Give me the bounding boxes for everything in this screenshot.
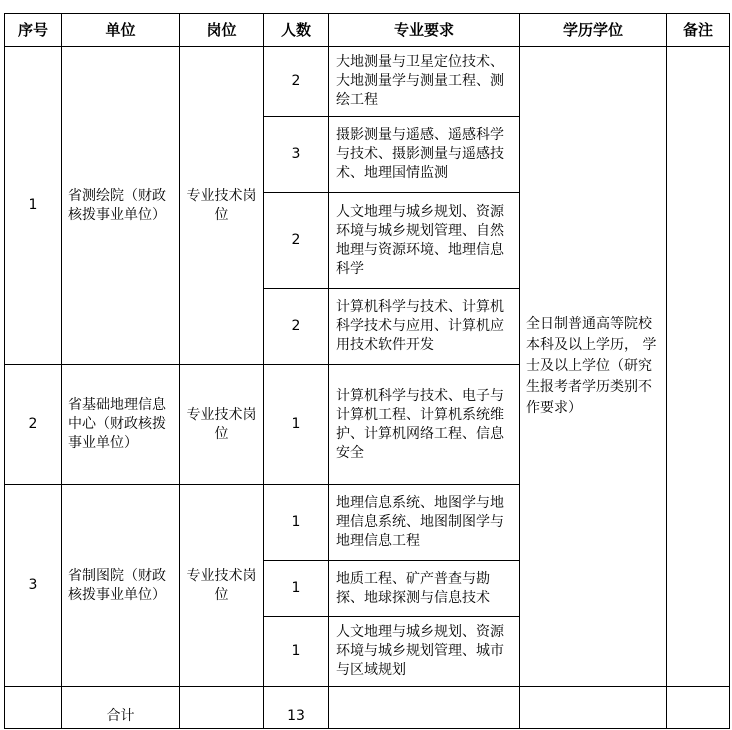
count-cell: 1 [264, 617, 329, 687]
unit-cell: 省制图院（财政核拨事业单位） [62, 485, 180, 687]
count-cell: 1 [264, 485, 329, 561]
requirement-cell: 计算机科学与技术、计算机科学技术与应用、计算机应用技术软件开发 [329, 289, 520, 365]
position-cell: 专业技术岗位 [180, 485, 264, 687]
header-requirement: 专业要求 [329, 14, 520, 47]
header-remarks: 备注 [667, 14, 730, 47]
header-position: 岗位 [180, 14, 264, 47]
education-cell: 全日制普通高等院校本科及以上学历， 学士及以上学位（研究生报考者学历类别不作要求） [520, 47, 667, 687]
requirement-cell: 摄影测量与遥感、遥感科学与技术、摄影测量与遥感技术、地理国情监测 [329, 117, 520, 193]
total-education-cell [520, 687, 667, 729]
total-count: 13 [264, 687, 329, 729]
count-cell: 2 [264, 47, 329, 117]
total-requirement-cell [329, 687, 520, 729]
position-cell: 专业技术岗位 [180, 47, 264, 365]
unit-cell: 省测绘院（财政核拨事业单位） [62, 47, 180, 365]
total-seq-cell [5, 687, 62, 729]
seq-cell: 2 [5, 365, 62, 485]
requirement-cell: 计算机科学与技术、电子与计算机工程、计算机系统维护、计算机网络工程、信息安全 [329, 365, 520, 485]
seq-cell: 1 [5, 47, 62, 365]
total-remarks-cell [667, 687, 730, 729]
header-count: 人数 [264, 14, 329, 47]
header-unit: 单位 [62, 14, 180, 47]
position-cell: 专业技术岗位 [180, 365, 264, 485]
header-education: 学历学位 [520, 14, 667, 47]
total-label: 合计 [62, 687, 180, 729]
table-row [5, 47, 730, 117]
requirement-cell: 地理信息系统、地图学与地理信息系统、地图制图学与地理信息工程 [329, 485, 520, 561]
unit-cell: 省基础地理信息中心（财政核拨事业单位） [62, 365, 180, 485]
total-position-cell [180, 687, 264, 729]
remarks-cell [667, 47, 730, 687]
count-cell: 2 [264, 193, 329, 289]
requirement-cell: 地质工程、矿产普查与勘探、地球探测与信息技术 [329, 561, 520, 617]
count-cell: 1 [264, 365, 329, 485]
header-seq: 序号 [5, 14, 62, 47]
seq-cell: 3 [5, 485, 62, 687]
count-cell: 2 [264, 289, 329, 365]
requirement-cell: 大地测量与卫星定位技术、大地测量学与测量工程、测绘工程 [329, 47, 520, 117]
count-cell: 1 [264, 561, 329, 617]
requirement-cell: 人文地理与城乡规划、资源环境与城乡规划管理、城市与区域规划 [329, 617, 520, 687]
requirement-cell: 人文地理与城乡规划、资源环境与城乡规划管理、自然地理与资源环境、地理信息科学 [329, 193, 520, 289]
recruitment-table [4, 13, 730, 729]
header-row [5, 14, 730, 47]
count-cell: 3 [264, 117, 329, 193]
total-row [5, 687, 730, 729]
